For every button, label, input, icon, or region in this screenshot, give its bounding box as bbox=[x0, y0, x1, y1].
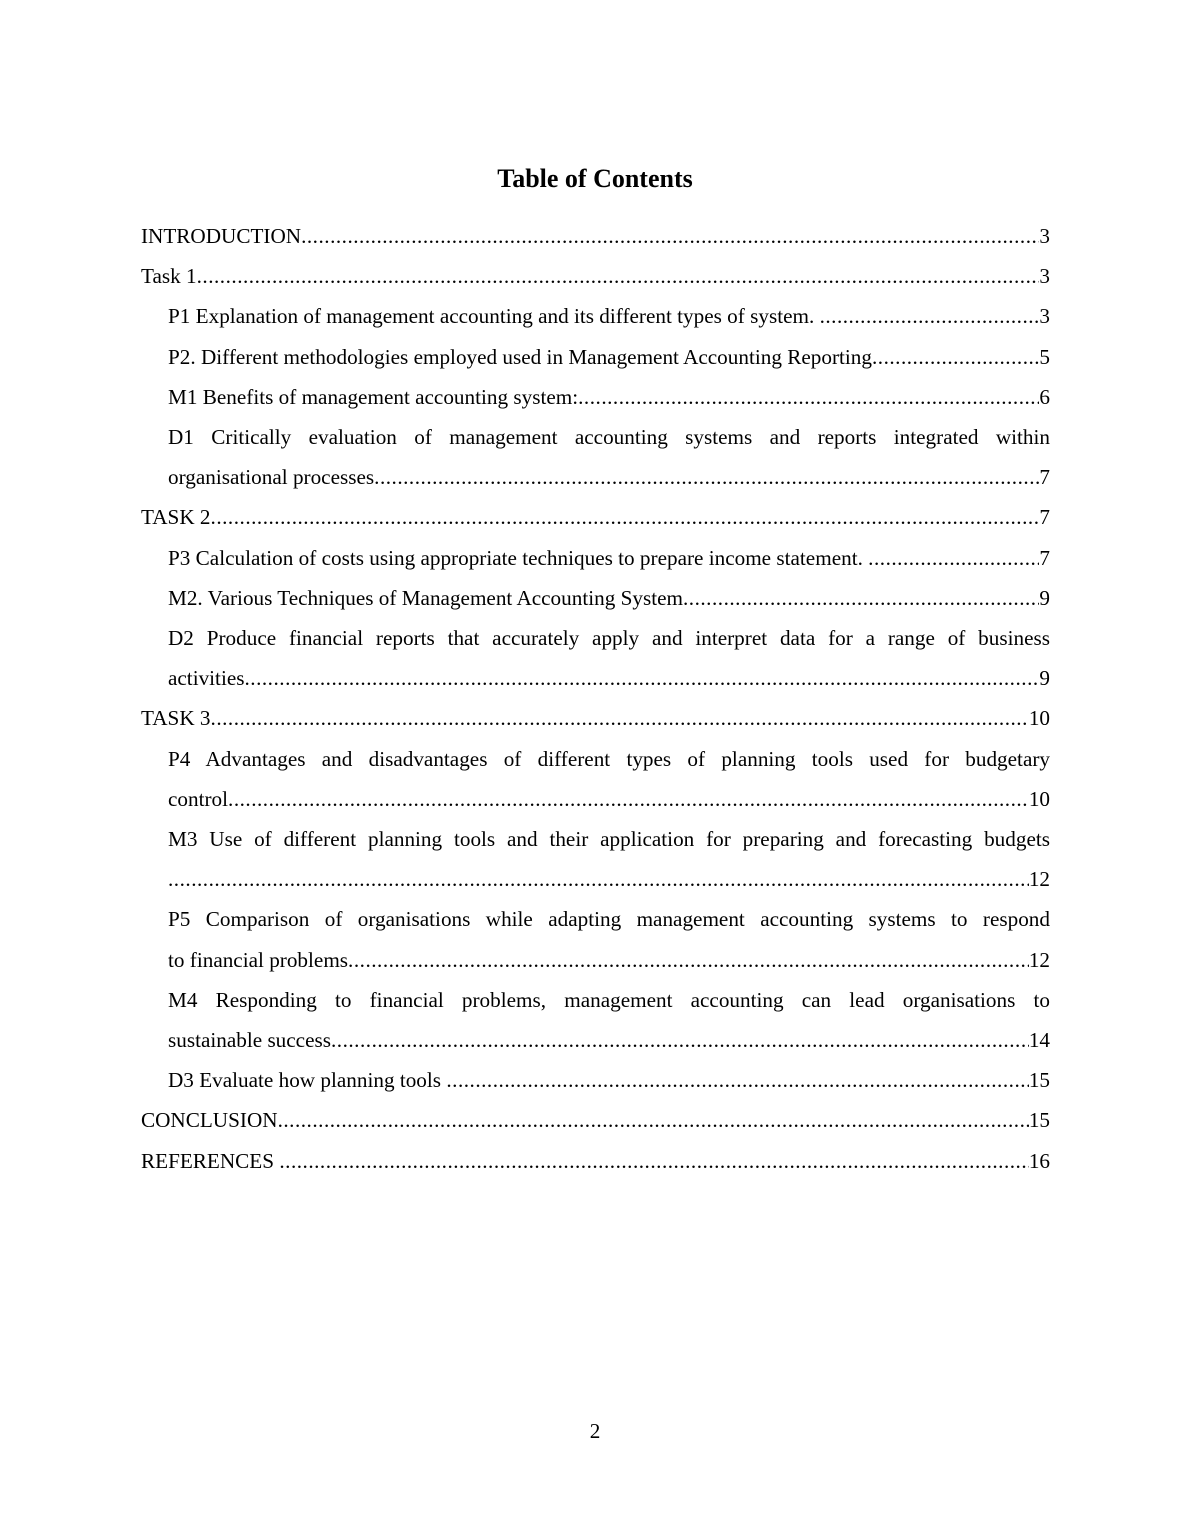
toc-entry-m1[interactable] bbox=[168, 377, 1050, 417]
dot-leader bbox=[820, 296, 1040, 336]
toc-page-number: 9 bbox=[1039, 585, 1050, 610]
toc-entry-title-line2: organisational processes bbox=[168, 465, 375, 490]
toc-entry-title: M1 Benefits of management accounting system: bbox=[168, 384, 579, 409]
toc-entry-title: TASK 2 bbox=[141, 505, 211, 530]
toc-entry-title-line2: to financial problems bbox=[168, 947, 349, 972]
toc-entry-p4[interactable] bbox=[168, 739, 1050, 819]
toc-entry-title: P1 Explanation of management accounting and its different types of system. bbox=[168, 304, 820, 329]
dot-leader bbox=[683, 578, 1039, 618]
dot-leader bbox=[168, 859, 1029, 899]
toc-entry-d1[interactable] bbox=[168, 417, 1050, 497]
toc-entry-title: TASK 3 bbox=[141, 706, 211, 731]
toc-page-number: 6 bbox=[1039, 384, 1050, 409]
dot-leader bbox=[228, 779, 1029, 819]
toc-page-number: 7 bbox=[1039, 465, 1050, 490]
toc-page-number: 10 bbox=[1028, 786, 1050, 811]
toc-entry-title: REFERENCES bbox=[141, 1148, 280, 1173]
page-number: 2 bbox=[589, 1419, 601, 1443]
toc-entry-task-3[interactable] bbox=[141, 698, 1050, 738]
toc-entry-conclusion[interactable] bbox=[141, 1100, 1050, 1140]
toc-entry-d2[interactable] bbox=[168, 618, 1050, 698]
toc-entry-p3[interactable] bbox=[168, 538, 1050, 578]
toc-entry-title: CONCLUSION bbox=[141, 1108, 278, 1133]
toc-entry-task-1[interactable] bbox=[141, 256, 1050, 296]
toc-entry-m2[interactable] bbox=[168, 578, 1050, 618]
toc-page-number: 16 bbox=[1028, 1148, 1050, 1173]
toc-entry-title-line1: M3 Use of different planning tools and their application for preparing and forecasting budgets bbox=[168, 827, 1050, 852]
dot-leader bbox=[374, 457, 1039, 497]
toc-page-number: 7 bbox=[1039, 505, 1050, 530]
toc-page-number: 7 bbox=[1039, 545, 1050, 570]
dot-leader bbox=[301, 216, 1039, 256]
toc-page-number: 9 bbox=[1039, 666, 1050, 691]
toc-entry-title-line1: P5 Comparison of organisations while adapting management accounting systems to respond bbox=[168, 907, 1050, 932]
dot-leader bbox=[578, 377, 1039, 417]
toc-entry-title-line2: activities bbox=[168, 666, 245, 691]
toc-page-number: 10 bbox=[1028, 706, 1050, 731]
dot-leader bbox=[244, 658, 1039, 698]
table-of-contents bbox=[141, 216, 1050, 1181]
dot-leader bbox=[872, 337, 1039, 377]
dot-leader bbox=[211, 497, 1040, 537]
toc-entry-title-line2: control bbox=[168, 786, 229, 811]
toc-entry-title: D3 Evaluate how planning tools bbox=[168, 1068, 447, 1093]
dot-leader bbox=[279, 1141, 1028, 1181]
toc-entry-title-line1: D2 Produce financial reports that accurately apply and interpret data for a range of business bbox=[168, 626, 1050, 651]
toc-entry-d3[interactable] bbox=[168, 1060, 1050, 1100]
toc-entry-title-line1: D1 Critically evaluation of management accounting systems and reports integrated within bbox=[168, 425, 1050, 450]
dot-leader bbox=[868, 538, 1039, 578]
toc-entry-p5[interactable] bbox=[168, 899, 1050, 979]
page-title: Table of Contents bbox=[497, 164, 693, 193]
dot-leader bbox=[197, 256, 1040, 296]
toc-entry-task-2[interactable] bbox=[141, 497, 1050, 537]
toc-entry-p1[interactable] bbox=[168, 296, 1050, 336]
toc-page-number: 12 bbox=[1028, 947, 1050, 972]
toc-entry-title-line2: sustainable success bbox=[168, 1028, 331, 1053]
toc-page-number: 3 bbox=[1039, 224, 1050, 248]
toc-entry-title: M2. Various Techniques of Management Accounting System bbox=[168, 585, 683, 610]
toc-page-number: 15 bbox=[1028, 1068, 1050, 1093]
dot-leader bbox=[348, 940, 1029, 980]
toc-entry-title: P3 Calculation of costs using appropriate techniques to prepare income statement. bbox=[168, 545, 869, 570]
toc-page-number: 12 bbox=[1028, 867, 1050, 892]
toc-page-number: 15 bbox=[1028, 1108, 1050, 1133]
dot-leader bbox=[211, 698, 1029, 738]
toc-page-number: 5 bbox=[1039, 344, 1050, 369]
dot-leader bbox=[446, 1060, 1028, 1100]
toc-entry-title-line1: M4 Responding to financial problems, management accounting can lead organisations to bbox=[168, 987, 1050, 1012]
toc-entry-title: Task 1 bbox=[141, 264, 197, 289]
toc-entry-m3[interactable] bbox=[168, 819, 1050, 899]
toc-entry-title: P2. Different methodologies employed used in Management Accounting Reporting bbox=[168, 344, 872, 369]
toc-page-number: 3 bbox=[1039, 304, 1050, 329]
toc-entry-references[interactable] bbox=[141, 1141, 1050, 1181]
toc-page-number: 14 bbox=[1028, 1028, 1050, 1053]
dot-leader bbox=[278, 1100, 1029, 1140]
toc-entry-p2[interactable] bbox=[168, 337, 1050, 377]
dot-leader bbox=[331, 1020, 1029, 1060]
toc-entry-introduction[interactable] bbox=[141, 216, 1050, 256]
toc-entry-title: INTRODUCTION bbox=[141, 224, 302, 248]
toc-entry-title-line1: P4 Advantages and disadvantages of different types of planning tools used for budgetary bbox=[168, 746, 1050, 771]
toc-page-number: 3 bbox=[1039, 264, 1050, 289]
toc-entry-m4[interactable] bbox=[168, 980, 1050, 1060]
